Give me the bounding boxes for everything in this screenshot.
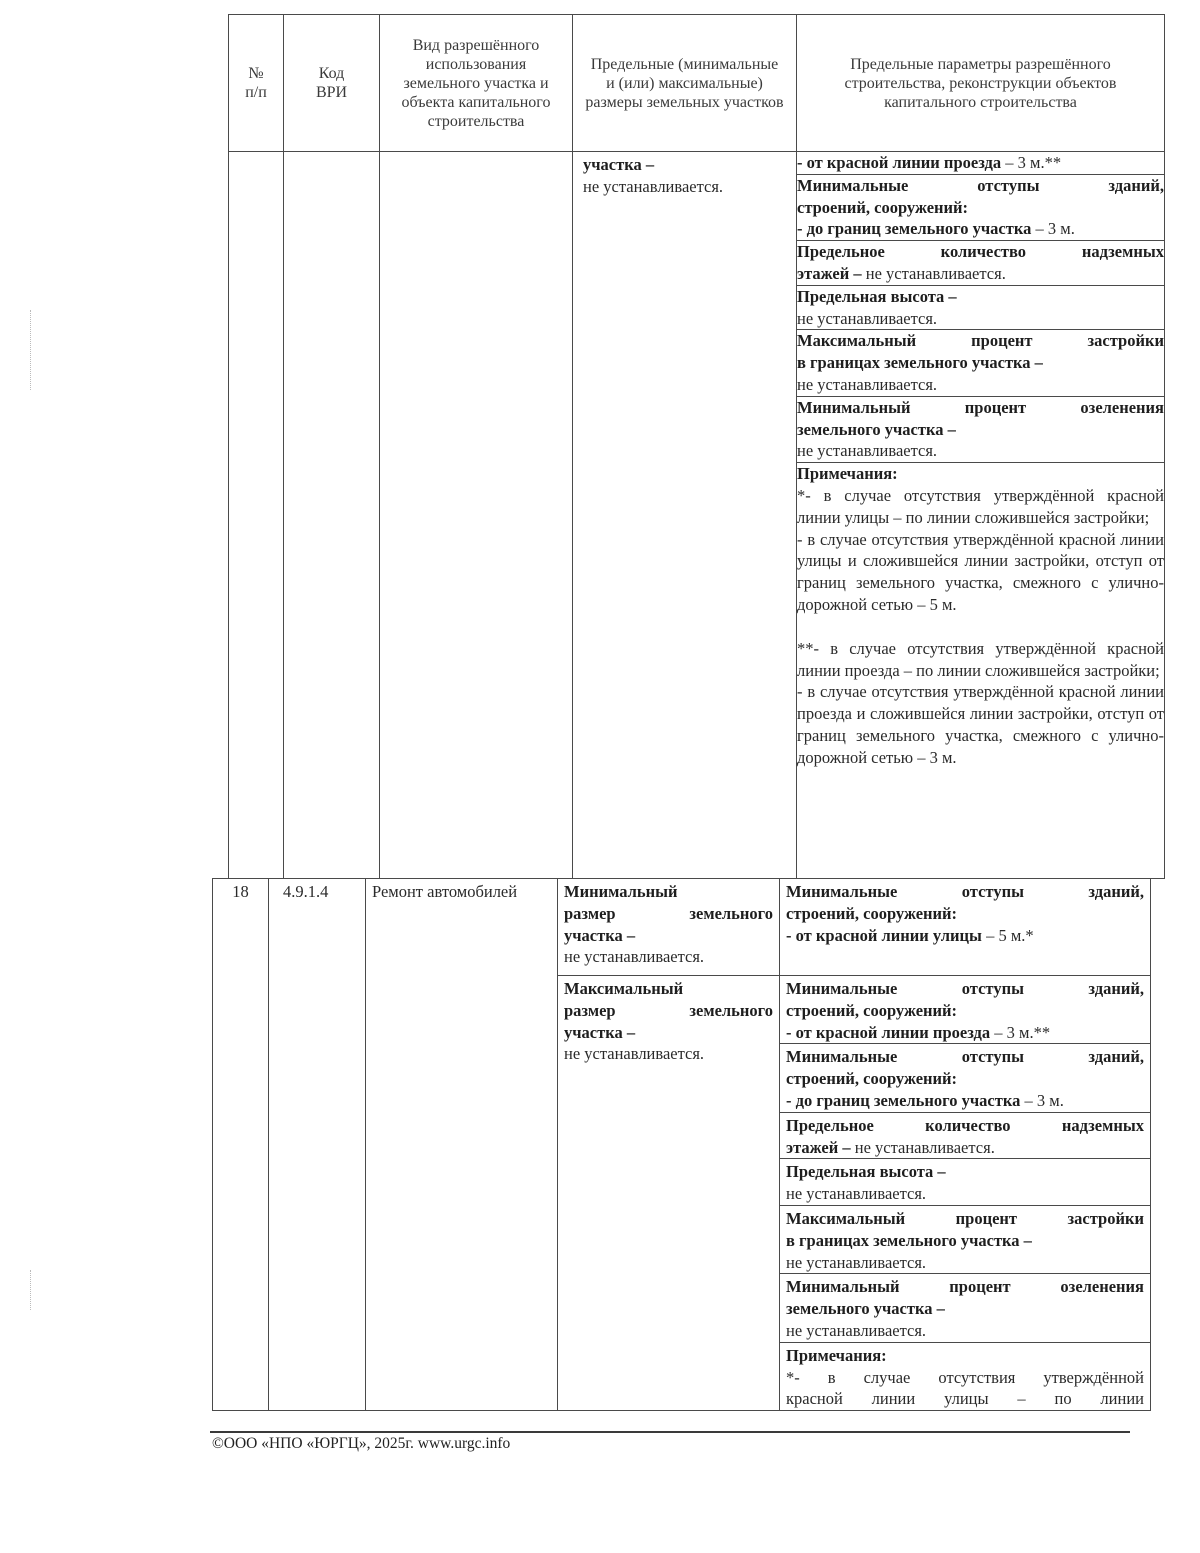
row-size-cell: [573, 152, 797, 879]
q-notes: Примечания: *- в случае отсутствия утверждённой красной линии улицы – по линии: [786, 1345, 1144, 1409]
q-min-green: Минимальный процент озеленения земельного участка – не устанавливается.: [780, 1274, 1150, 1342]
q-max-build: Максимальный процент застройки в границах земельного участка – не устанавливается.: [780, 1206, 1150, 1274]
header-sizes: Предельные (минимальные и (или) максимальные) размеры земельных участков: [573, 15, 797, 152]
param-indent-boundaries: Минимальные отступы зданий, строений, сооружений: - до границ земельного участка – 3 м.: [797, 174, 1164, 240]
header-num: № п/п: [229, 15, 284, 152]
param-height: Предельная высота – не устанавливается.: [797, 285, 1164, 330]
footer-rule: [210, 1431, 1130, 1433]
q-boundaries: Минимальные отступы зданий, строений, сооружений: - до границ земельного участка – 3 м.: [780, 1044, 1150, 1112]
scan-margin-dots: [30, 310, 33, 390]
param-max-build: Максимальный процент застройки в границах земельного участка – не устанавливается.: [797, 330, 1164, 396]
row-params-cell: [797, 152, 1165, 879]
scan-margin-dots: [30, 1270, 33, 1310]
row-kind-cell: [380, 152, 573, 879]
q-height: Предельная высота – не устанавливается.: [780, 1159, 1150, 1206]
header-kind: Вид разрешённого использования земельного участка и объекта капитального строительства: [380, 15, 573, 152]
param-notes: Примечания: *- в случае отсутствия утверждённой красной линии улицы – по линии сложившейся застройки; - в случае отсутствия утверждённой красной линии улицы и сложившейся линии застройки, отступ от границ земельного участка, смежного с улично-дорожной сетью – 5 м. **- в случае отсутствия утверждённой красной линии проезда – по линии сложившейся застройки; - в случае отсутствия утверждённой красной линии проезда и сложившейся линии застройки, отступ от границ земельного участка, смежного с улично-дорожной сетью – 3 м.: [797, 464, 1164, 767]
row-code-cell: [284, 152, 380, 879]
param-floors: Предельное количество надземных этажей – не устанавливается.: [797, 241, 1164, 286]
row18-kind: Ремонт автомобилей: [366, 879, 558, 1411]
param-red-line-passage: - от красной линии проезда – 3 м.**: [797, 152, 1164, 174]
row-18-table: [212, 878, 1151, 1411]
header-code: Код ВРИ: [284, 15, 380, 152]
row18-num: 18: [213, 879, 269, 1411]
row18-sizes: [558, 879, 780, 1411]
params-subtable: [797, 152, 1164, 769]
regulations-table: [228, 14, 1165, 879]
q-red-line-street: Минимальные отступы зданий, строений, сооружений: - от красной линии улицы – 5 м.*: [780, 879, 1150, 976]
row-num-cell: [229, 152, 284, 879]
header-params: Предельные параметры разрешённого строительства, реконструкции объектов капитального строительства: [797, 15, 1165, 152]
max-size: Максимальный размер земельного участка – не устанавливается.: [564, 979, 773, 1064]
min-size: Минимальный размер земельного участка – не устанавливается.: [558, 879, 779, 976]
q-floors: Предельное количество надземных этажей – не устанавливается.: [780, 1113, 1150, 1160]
row18-code: 4.9.1.4: [269, 879, 366, 1411]
param-min-green: Минимальный процент озеленения земельного участка – не устанавливается.: [797, 396, 1164, 462]
footer-copyright: ©ООО «НПО «ЮРГЦ», 2025г. www.urgc.info: [212, 1435, 511, 1452]
size-continuation: участка – не устанавливается.: [583, 155, 724, 196]
row18-params: [780, 879, 1151, 1411]
q-red-line-passage: Минимальные отступы зданий, строений, сооружений: - от красной линии проезда – 3 м.**: [780, 976, 1150, 1044]
